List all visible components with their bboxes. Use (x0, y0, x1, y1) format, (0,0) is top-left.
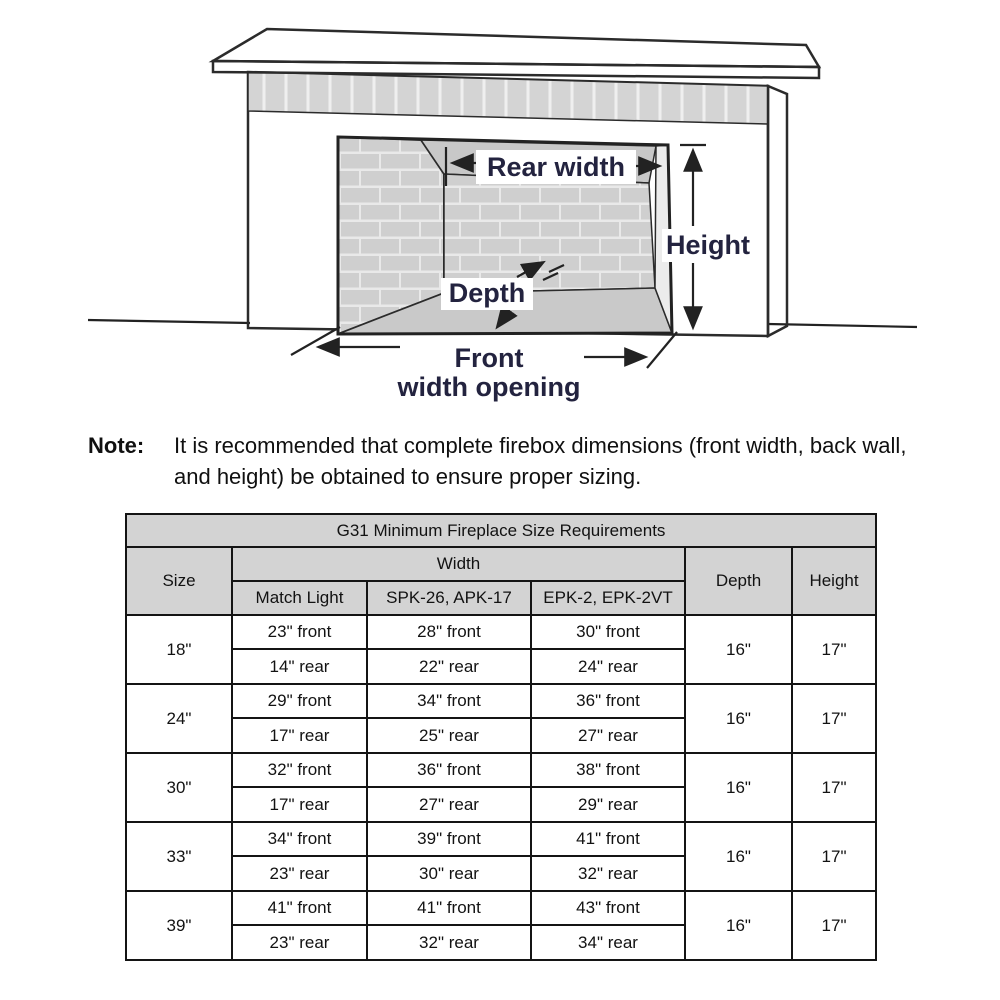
depth-cell: 16" (685, 615, 792, 684)
table-row-front (126, 615, 876, 649)
table-header-row (126, 547, 876, 581)
front-width-dimension (291, 327, 677, 402)
note-text: It is recommended that complete firebox dimensions (front width, back wall, and height) be obtained to ensure proper sizing. (174, 433, 907, 489)
spk-rear-cell: 25" rear (367, 718, 531, 753)
spk-rear-cell: 30" rear (367, 856, 531, 891)
spk-front-cell: 41" front (367, 891, 531, 925)
size-cell: 30" (126, 753, 232, 822)
height-header: Height (792, 547, 876, 615)
spk-front-cell: 36" front (367, 753, 531, 787)
height-cell: 17" (792, 891, 876, 960)
height-cell: 17" (792, 822, 876, 891)
match-light-front-cell: 29" front (232, 684, 367, 718)
match-light-rear-cell: 23" rear (232, 925, 367, 960)
depth-cell: 16" (685, 891, 792, 960)
rear-width-label: Rear width (486, 152, 626, 182)
epk-rear-cell: 34" rear (531, 925, 685, 960)
spk-rear-cell: 27" rear (367, 787, 531, 822)
epk-front-cell: 43" front (531, 891, 685, 925)
table-row-front (126, 822, 876, 856)
width-header: Width (232, 547, 685, 581)
epk-rear-cell: 27" rear (531, 718, 685, 753)
mantel (213, 29, 819, 78)
size-cell: 39" (126, 891, 232, 960)
spk-rear-cell: 22" rear (367, 649, 531, 684)
table-title: G31 Minimum Fireplace Size Requirements (126, 514, 876, 547)
match-light-rear-cell: 17" rear (232, 787, 367, 822)
front-width-label-line1: Front (454, 343, 524, 373)
height-dimension (662, 145, 754, 326)
depth-cell: 16" (685, 684, 792, 753)
spk-front-cell: 34" front (367, 684, 531, 718)
depth-label: Depth (448, 278, 526, 308)
epk-front-cell: 41" front (531, 822, 685, 856)
size-cell: 18" (126, 615, 232, 684)
table-title-row (126, 514, 876, 547)
match-light-front-cell: 34" front (232, 822, 367, 856)
epk-front-cell: 38" front (531, 753, 685, 787)
table-row-front (126, 753, 876, 787)
match-light-front-cell: 41" front (232, 891, 367, 925)
front-width-label-line2: width opening (397, 372, 581, 402)
fireplace-diagram (0, 0, 1000, 430)
note-label: Note: (88, 433, 145, 458)
height-label: Height (666, 230, 750, 260)
height-cell: 17" (792, 684, 876, 753)
epk-header: EPK-2, EPK-2VT (531, 581, 685, 615)
spk-rear-cell: 32" rear (367, 925, 531, 960)
match-light-rear-cell: 23" rear (232, 856, 367, 891)
match-light-header: Match Light (232, 581, 367, 615)
spk-front-cell: 39" front (367, 822, 531, 856)
depth-header: Depth (685, 547, 792, 615)
size-cell: 33" (126, 822, 232, 891)
depth-cell: 16" (685, 822, 792, 891)
table-row-front (126, 684, 876, 718)
epk-front-cell: 30" front (531, 615, 685, 649)
epk-rear-cell: 29" rear (531, 787, 685, 822)
spk-front-cell: 28" front (367, 615, 531, 649)
table-row-front (126, 891, 876, 925)
size-cell: 24" (126, 684, 232, 753)
rear-width-dimension (446, 147, 658, 186)
epk-rear-cell: 24" rear (531, 649, 685, 684)
note (88, 430, 1000, 492)
epk-front-cell: 36" front (531, 684, 685, 718)
depth-cell: 16" (685, 753, 792, 822)
epk-rear-cell: 32" rear (531, 856, 685, 891)
fireplace-size-table (125, 513, 877, 961)
height-cell: 17" (792, 753, 876, 822)
spk-header: SPK-26, APK-17 (367, 581, 531, 615)
size-header: Size (126, 547, 232, 615)
height-cell: 17" (792, 615, 876, 684)
match-light-rear-cell: 17" rear (232, 718, 367, 753)
match-light-front-cell: 23" front (232, 615, 367, 649)
match-light-front-cell: 32" front (232, 753, 367, 787)
match-light-rear-cell: 14" rear (232, 649, 367, 684)
